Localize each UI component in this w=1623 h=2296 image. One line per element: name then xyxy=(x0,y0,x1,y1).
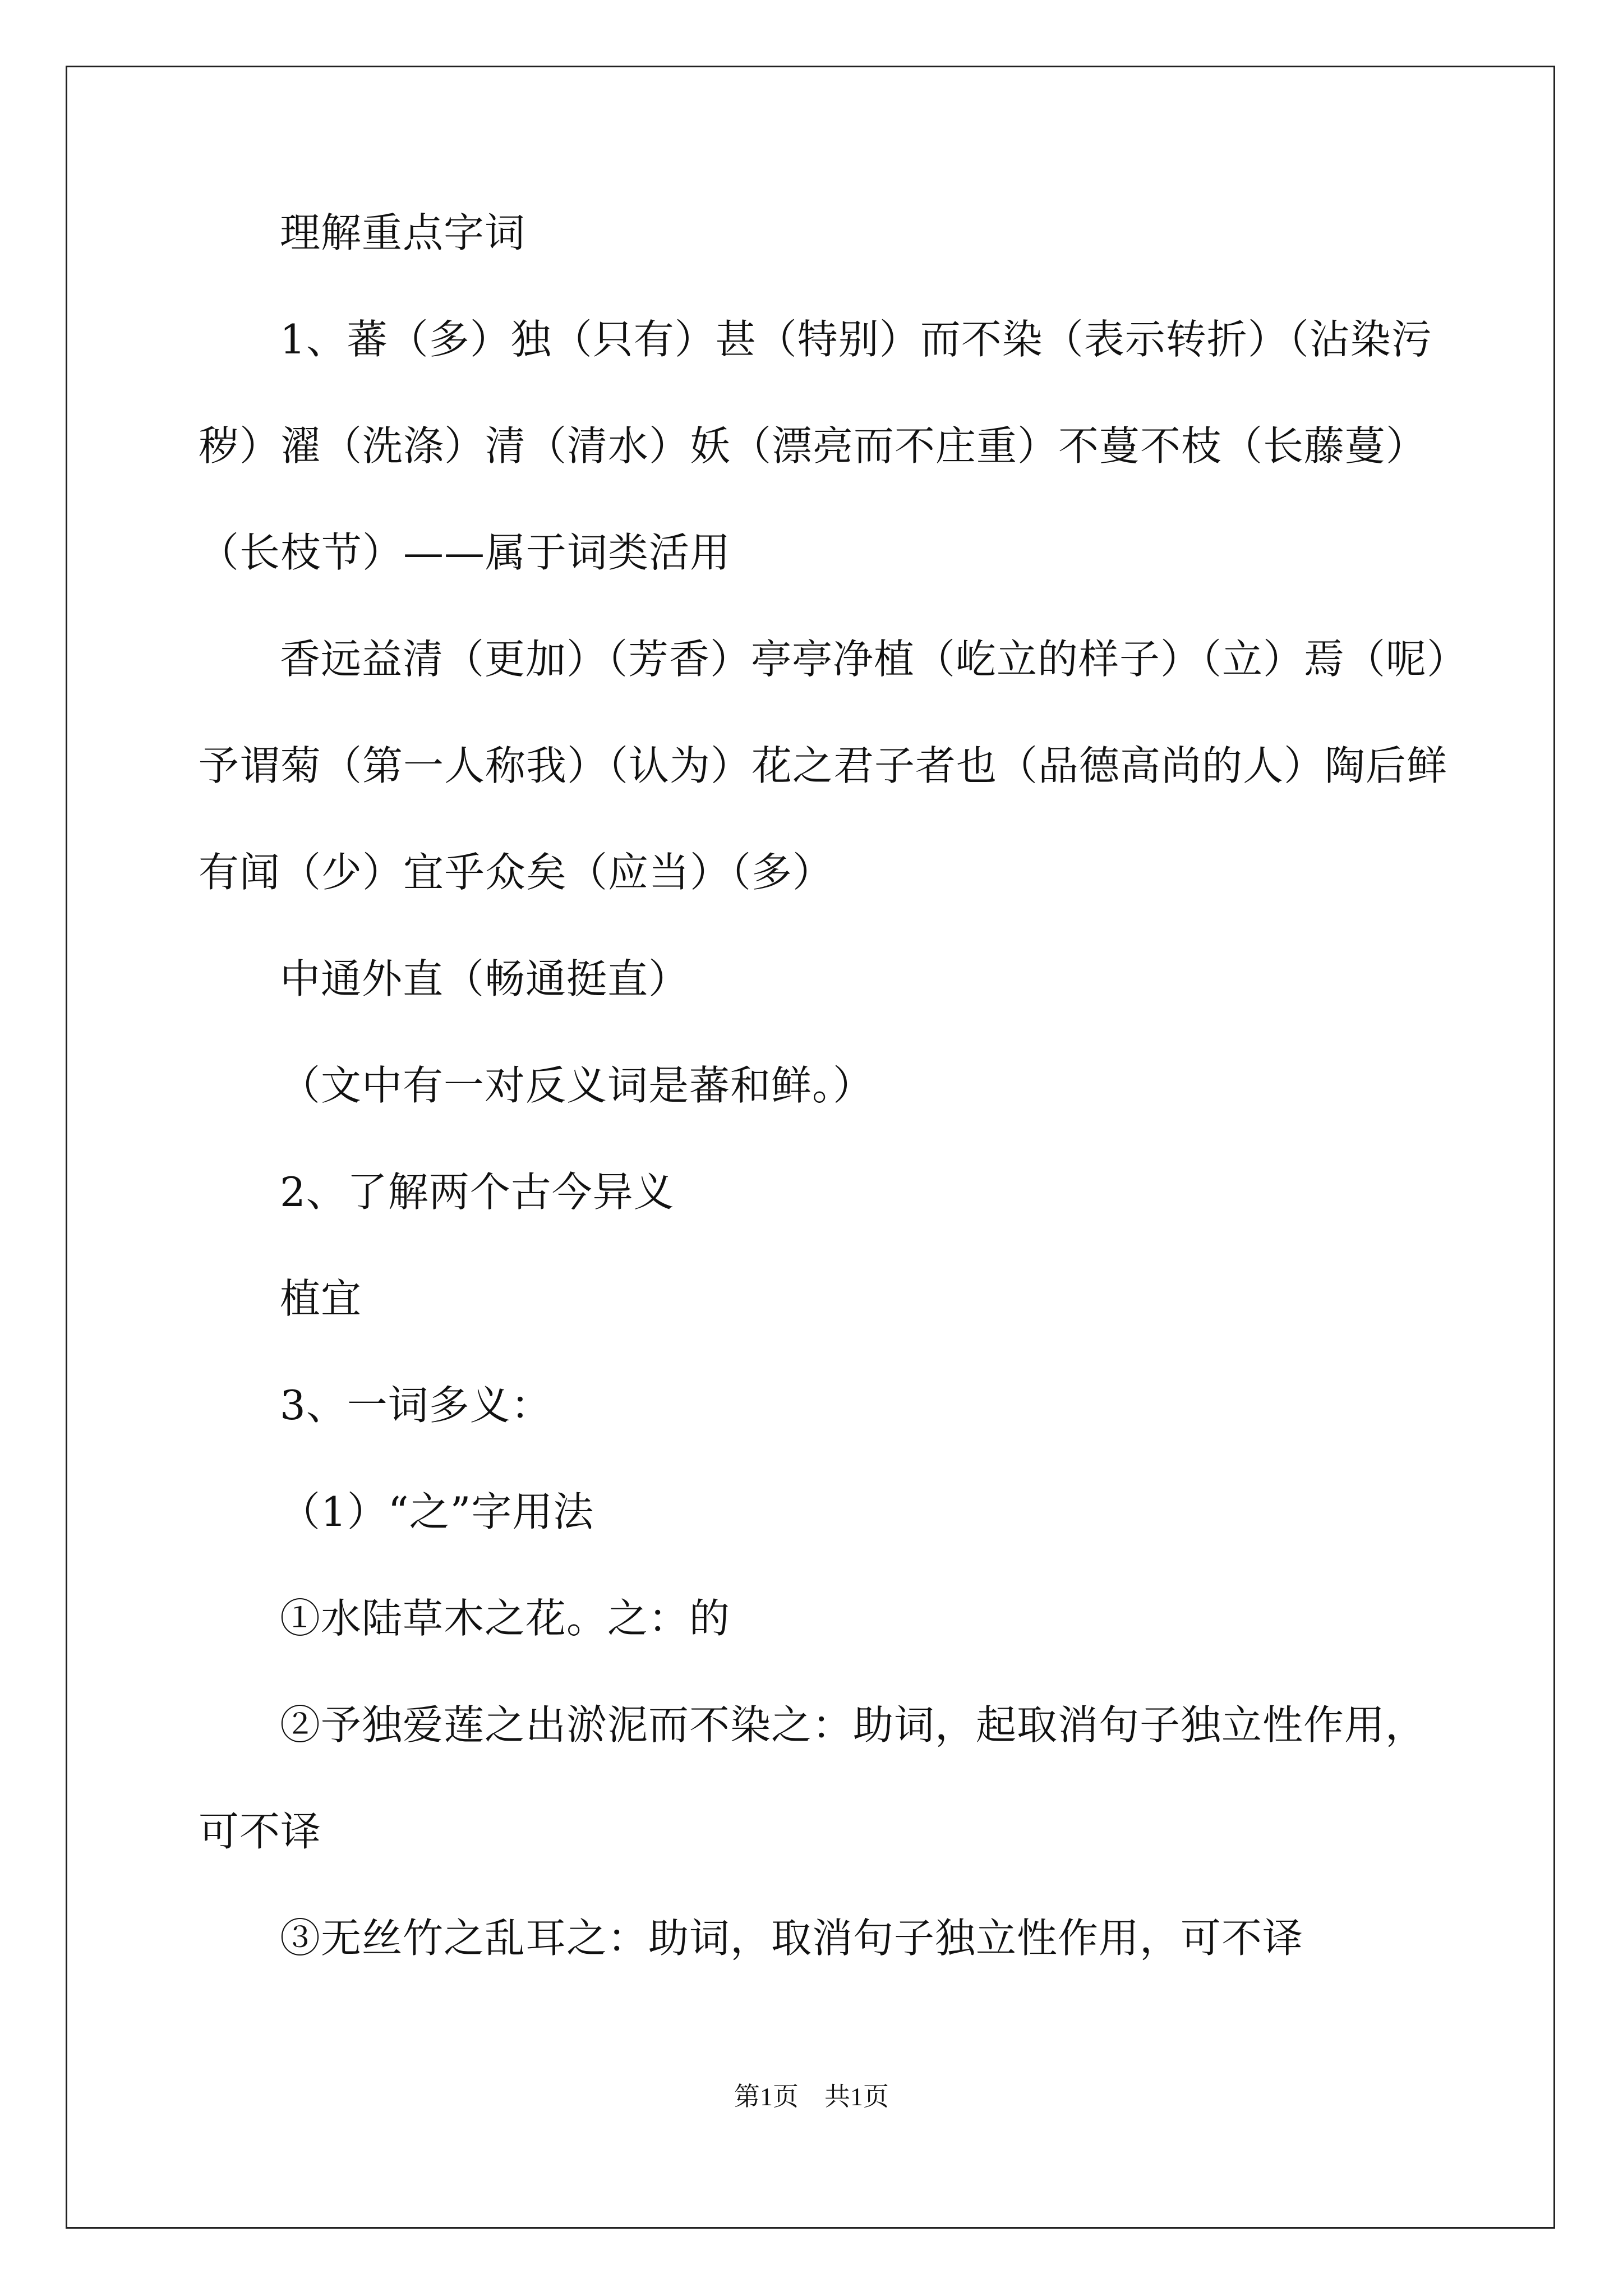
list-item: ②予独爱莲之出淤泥而不染之：助词，起取消句子独立性作用， xyxy=(280,1701,1427,1749)
section-heading: 理解重点字词 xyxy=(280,209,526,256)
paragraph-line: 1、蕃（多）独（只有）甚（特别）而不染（表示转折）（沾染污 xyxy=(280,316,1432,363)
list-item: ③无丝竹之乱耳之：助词，取消句子独立性作用，可不译 xyxy=(280,1915,1304,1962)
paragraph-line: 秽）濯（洗涤）清（清水）妖（漂亮而不庄重）不蔓不枝（长藤蔓） xyxy=(199,422,1427,470)
paragraph-line: （长枝节）——属于词类活用 xyxy=(199,529,731,576)
section-heading: 2、了解两个古今异义 xyxy=(280,1168,675,1216)
subsection-heading: （1）“之”字用法 xyxy=(280,1488,594,1535)
paragraph-line: 中通外直（畅通挺直） xyxy=(280,955,690,1002)
paragraph-line: （文中有一对反义词是蕃和鲜。） xyxy=(280,1062,874,1109)
page-footer: 第1页 共1页 xyxy=(734,2082,889,2111)
paragraph-line: 予谓菊（第一人称我）（认为）花之君子者也（品德高尚的人）陶后鲜 xyxy=(199,742,1448,789)
list-item: ①水陆草木之花。之：的 xyxy=(280,1595,731,1642)
paragraph-line: 有闻（少）宜乎众矣（应当）（多） xyxy=(199,849,834,896)
section-heading: 3、一词多义： xyxy=(280,1382,552,1429)
paragraph-line: 香远益清（更加）（芳香）亭亭净植（屹立的样子）（立）焉（呢） xyxy=(280,636,1468,683)
paragraph-line: 植宜 xyxy=(280,1275,362,1322)
page-border xyxy=(66,66,1555,2229)
list-item-continuation: 可不译 xyxy=(199,1808,322,1855)
